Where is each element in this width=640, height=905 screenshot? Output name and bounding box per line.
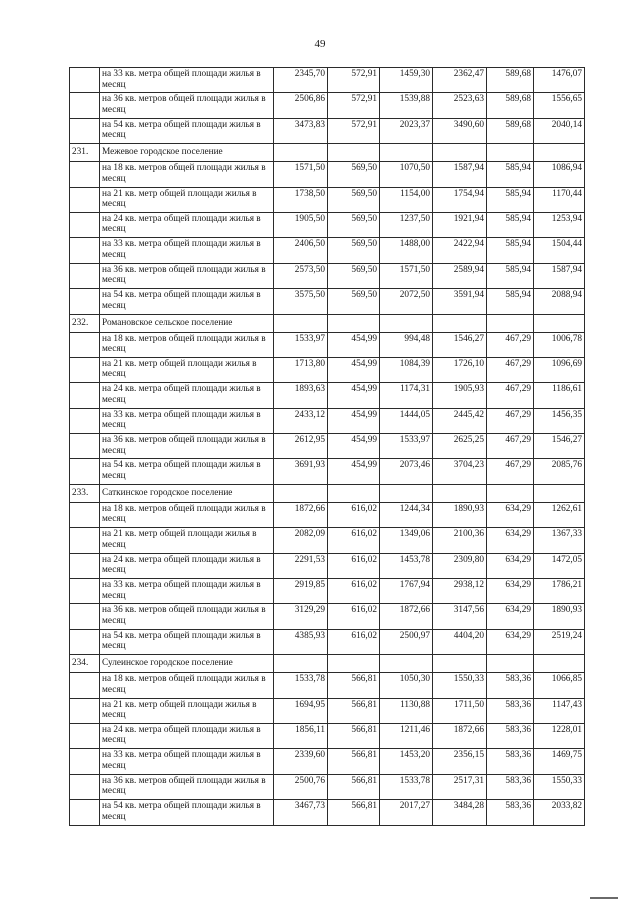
settlement-number: 233.	[70, 484, 100, 502]
value-cell: 1349,06	[380, 528, 433, 553]
value-cell: 2506,86	[274, 93, 328, 118]
housing-norm-label: на 54 кв. метра общей площади жилья в месяц	[100, 629, 274, 654]
housing-norm-label: на 21 кв. метр общей площади жилья в месяц	[100, 357, 274, 382]
value-cell: 2017,27	[380, 800, 433, 825]
empty-cell	[274, 144, 328, 162]
value-cell: 3575,50	[274, 289, 328, 314]
housing-norm-label: на 18 кв. метров общей площади жилья в месяц	[100, 502, 274, 527]
value-cell: 1459,30	[380, 68, 433, 93]
empty-cell	[70, 459, 100, 484]
empty-cell	[487, 314, 534, 332]
value-cell: 1237,50	[380, 212, 433, 237]
value-cell: 1711,50	[433, 698, 487, 723]
table-row	[70, 502, 585, 527]
settlement-row	[70, 484, 585, 502]
value-cell: 585,94	[487, 289, 534, 314]
value-cell: 1921,94	[433, 212, 487, 237]
page-number: 49	[314, 38, 326, 50]
empty-cell	[534, 314, 585, 332]
value-cell: 467,29	[487, 357, 534, 382]
table-row	[70, 434, 585, 459]
empty-cell	[70, 629, 100, 654]
value-cell: 4404,20	[433, 629, 487, 654]
value-cell: 1504,44	[534, 238, 585, 263]
settlement-name: Саткинское городское поселение	[100, 484, 274, 502]
value-cell: 1856,11	[274, 723, 328, 748]
value-cell: 566,81	[328, 698, 380, 723]
table-row	[70, 528, 585, 553]
value-cell: 467,29	[487, 434, 534, 459]
value-cell: 1050,30	[380, 673, 433, 698]
table-row	[70, 673, 585, 698]
value-cell: 1546,27	[433, 332, 487, 357]
value-cell: 1469,75	[534, 749, 585, 774]
settlement-number: 231.	[70, 144, 100, 162]
housing-norm-label: на 24 кв. метра общей площади жилья в месяц	[100, 383, 274, 408]
value-cell: 2445,42	[433, 408, 487, 433]
empty-cell	[274, 314, 328, 332]
empty-cell	[70, 749, 100, 774]
value-cell: 1211,46	[380, 723, 433, 748]
value-cell: 1472,05	[534, 553, 585, 578]
value-cell: 2573,50	[274, 263, 328, 288]
value-cell: 3473,83	[274, 118, 328, 143]
value-cell: 1006,78	[534, 332, 585, 357]
value-cell: 1456,35	[534, 408, 585, 433]
value-cell: 1533,97	[380, 434, 433, 459]
empty-cell	[328, 484, 380, 502]
value-cell: 1754,94	[433, 187, 487, 212]
empty-cell	[70, 289, 100, 314]
value-cell: 1253,94	[534, 212, 585, 237]
value-cell: 583,36	[487, 698, 534, 723]
table-row	[70, 629, 585, 654]
value-cell: 616,02	[328, 629, 380, 654]
value-cell: 1872,66	[380, 604, 433, 629]
value-cell: 3147,56	[433, 604, 487, 629]
value-cell: 616,02	[328, 579, 380, 604]
table-row	[70, 118, 585, 143]
value-cell: 2422,94	[433, 238, 487, 263]
value-cell: 634,29	[487, 502, 534, 527]
value-cell: 2356,15	[433, 749, 487, 774]
value-cell: 3129,29	[274, 604, 328, 629]
empty-cell	[70, 723, 100, 748]
value-cell: 1154,00	[380, 187, 433, 212]
empty-cell	[487, 484, 534, 502]
value-cell: 572,91	[328, 68, 380, 93]
value-cell: 2919,85	[274, 579, 328, 604]
empty-cell	[274, 484, 328, 502]
value-cell: 2088,94	[534, 289, 585, 314]
value-cell: 585,94	[487, 263, 534, 288]
empty-cell	[70, 212, 100, 237]
value-cell: 1738,50	[274, 187, 328, 212]
value-cell: 454,99	[328, 332, 380, 357]
empty-cell	[534, 484, 585, 502]
value-cell: 2500,97	[380, 629, 433, 654]
table-row	[70, 383, 585, 408]
value-cell: 2517,31	[433, 774, 487, 799]
value-cell: 2082,09	[274, 528, 328, 553]
housing-norm-label: на 54 кв. метра общей площади жилья в месяц	[100, 289, 274, 314]
value-cell: 1533,78	[380, 774, 433, 799]
value-cell: 1488,00	[380, 238, 433, 263]
value-cell: 1170,44	[534, 187, 585, 212]
housing-norm-label: на 33 кв. метра общей площади жилья в месяц	[100, 68, 274, 93]
housing-norm-label: на 33 кв. метра общей площади жилья в месяц	[100, 408, 274, 433]
value-cell: 454,99	[328, 357, 380, 382]
empty-cell	[433, 314, 487, 332]
value-cell: 2589,94	[433, 263, 487, 288]
housing-norm-label: на 33 кв. метра общей площади жилья в месяц	[100, 238, 274, 263]
value-cell: 1533,97	[274, 332, 328, 357]
value-cell: 616,02	[328, 553, 380, 578]
housing-norm-label: на 18 кв. метров общей площади жилья в месяц	[100, 673, 274, 698]
value-cell: 1086,94	[534, 162, 585, 187]
value-cell: 1905,50	[274, 212, 328, 237]
empty-cell	[70, 357, 100, 382]
value-cell: 566,81	[328, 800, 380, 825]
value-cell: 634,29	[487, 579, 534, 604]
value-cell: 1130,88	[380, 698, 433, 723]
table-row	[70, 162, 585, 187]
empty-cell	[487, 655, 534, 673]
value-cell: 585,94	[487, 187, 534, 212]
value-cell: 569,50	[328, 212, 380, 237]
value-cell: 1174,31	[380, 383, 433, 408]
empty-cell	[70, 238, 100, 263]
value-cell: 4385,93	[274, 629, 328, 654]
empty-cell	[534, 655, 585, 673]
value-cell: 2291,53	[274, 553, 328, 578]
value-cell: 634,29	[487, 528, 534, 553]
table-row	[70, 212, 585, 237]
empty-cell	[274, 655, 328, 673]
scan-mark	[590, 897, 618, 899]
table-body	[70, 68, 585, 826]
value-cell: 2500,76	[274, 774, 328, 799]
value-cell: 467,29	[487, 408, 534, 433]
value-cell: 566,81	[328, 749, 380, 774]
value-cell: 467,29	[487, 383, 534, 408]
empty-cell	[70, 800, 100, 825]
value-cell: 3591,94	[433, 289, 487, 314]
value-cell: 566,81	[328, 723, 380, 748]
value-cell: 1890,93	[534, 604, 585, 629]
settlement-name: Сулеинское городское поселение	[100, 655, 274, 673]
value-cell: 1186,61	[534, 383, 585, 408]
empty-cell	[70, 332, 100, 357]
value-cell: 1453,20	[380, 749, 433, 774]
value-cell: 994,48	[380, 332, 433, 357]
value-cell: 569,50	[328, 187, 380, 212]
value-cell: 1587,94	[534, 263, 585, 288]
empty-cell	[70, 553, 100, 578]
value-cell: 1228,01	[534, 723, 585, 748]
housing-norm-label: на 54 кв. метра общей площади жилья в месяц	[100, 118, 274, 143]
value-cell: 634,29	[487, 553, 534, 578]
value-cell: 2072,50	[380, 289, 433, 314]
value-cell: 1550,33	[534, 774, 585, 799]
value-cell: 616,02	[328, 604, 380, 629]
value-cell: 2073,46	[380, 459, 433, 484]
settlement-row	[70, 314, 585, 332]
housing-norm-label: на 24 кв. метра общей площади жилья в месяц	[100, 723, 274, 748]
value-cell: 467,29	[487, 332, 534, 357]
housing-norm-label: на 36 кв. метров общей площади жилья в месяц	[100, 604, 274, 629]
value-cell: 3691,93	[274, 459, 328, 484]
housing-norm-label: на 36 кв. метров общей площади жилья в месяц	[100, 774, 274, 799]
value-cell: 454,99	[328, 459, 380, 484]
empty-cell	[380, 314, 433, 332]
empty-cell	[380, 484, 433, 502]
table-row	[70, 357, 585, 382]
housing-norm-label: на 54 кв. метра общей площади жилья в месяц	[100, 800, 274, 825]
value-cell: 585,94	[487, 238, 534, 263]
value-cell: 2023,37	[380, 118, 433, 143]
empty-cell	[70, 528, 100, 553]
value-cell: 1444,05	[380, 408, 433, 433]
empty-cell	[70, 774, 100, 799]
value-cell: 1872,66	[274, 502, 328, 527]
table-row	[70, 774, 585, 799]
table-row	[70, 604, 585, 629]
value-cell: 3490,60	[433, 118, 487, 143]
value-cell: 569,50	[328, 263, 380, 288]
value-cell: 1244,34	[380, 502, 433, 527]
value-cell: 616,02	[328, 528, 380, 553]
value-cell: 454,99	[328, 383, 380, 408]
table-row	[70, 553, 585, 578]
value-cell: 2309,80	[433, 553, 487, 578]
value-cell: 2040,14	[534, 118, 585, 143]
table-row	[70, 723, 585, 748]
empty-cell	[70, 263, 100, 288]
housing-norm-label: на 36 кв. метров общей площади жилья в месяц	[100, 93, 274, 118]
value-cell: 569,50	[328, 162, 380, 187]
value-cell: 583,36	[487, 800, 534, 825]
empty-cell	[70, 434, 100, 459]
empty-cell	[70, 502, 100, 527]
table-row	[70, 332, 585, 357]
housing-norm-label: на 18 кв. метров общей площади жилья в месяц	[100, 332, 274, 357]
value-cell: 583,36	[487, 673, 534, 698]
table-row	[70, 459, 585, 484]
value-cell: 2339,60	[274, 749, 328, 774]
empty-cell	[70, 93, 100, 118]
empty-cell	[433, 144, 487, 162]
value-cell: 1533,78	[274, 673, 328, 698]
housing-norm-label: на 33 кв. метра общей площади жилья в месяц	[100, 749, 274, 774]
empty-cell	[70, 118, 100, 143]
value-cell: 1571,50	[274, 162, 328, 187]
housing-norm-label: на 36 кв. метров общей площади жилья в месяц	[100, 263, 274, 288]
value-cell: 1893,63	[274, 383, 328, 408]
tariff-table	[69, 67, 585, 826]
value-cell: 3704,23	[433, 459, 487, 484]
value-cell: 2345,70	[274, 68, 328, 93]
empty-cell	[70, 408, 100, 433]
value-cell: 569,50	[328, 238, 380, 263]
value-cell: 454,99	[328, 408, 380, 433]
housing-norm-label: на 54 кв. метра общей площади жилья в месяц	[100, 459, 274, 484]
housing-norm-label: на 24 кв. метра общей площади жилья в месяц	[100, 212, 274, 237]
value-cell: 634,29	[487, 604, 534, 629]
empty-cell	[70, 187, 100, 212]
value-cell: 1694,95	[274, 698, 328, 723]
value-cell: 1550,33	[433, 673, 487, 698]
settlement-number: 234.	[70, 655, 100, 673]
value-cell: 1556,65	[534, 93, 585, 118]
value-cell: 2938,12	[433, 579, 487, 604]
value-cell: 589,68	[487, 68, 534, 93]
table-row	[70, 93, 585, 118]
table-row	[70, 238, 585, 263]
settlement-number: 232.	[70, 314, 100, 332]
value-cell: 2433,12	[274, 408, 328, 433]
value-cell: 2100,36	[433, 528, 487, 553]
value-cell: 583,36	[487, 723, 534, 748]
empty-cell	[534, 144, 585, 162]
table-row	[70, 263, 585, 288]
value-cell: 1786,21	[534, 579, 585, 604]
value-cell: 1476,07	[534, 68, 585, 93]
table-row	[70, 68, 585, 93]
value-cell: 1767,94	[380, 579, 433, 604]
empty-cell	[487, 144, 534, 162]
value-cell: 583,36	[487, 749, 534, 774]
table-row	[70, 800, 585, 825]
settlement-row	[70, 655, 585, 673]
value-cell: 572,91	[328, 118, 380, 143]
value-cell: 2625,25	[433, 434, 487, 459]
empty-cell	[380, 655, 433, 673]
table-row	[70, 289, 585, 314]
value-cell: 1096,69	[534, 357, 585, 382]
housing-norm-label: на 24 кв. метра общей площади жилья в месяц	[100, 553, 274, 578]
value-cell: 583,36	[487, 774, 534, 799]
value-cell: 1539,88	[380, 93, 433, 118]
value-cell: 1905,93	[433, 383, 487, 408]
value-cell: 566,81	[328, 673, 380, 698]
empty-cell	[70, 698, 100, 723]
empty-cell	[70, 579, 100, 604]
table-row	[70, 408, 585, 433]
value-cell: 1147,43	[534, 698, 585, 723]
empty-cell	[380, 144, 433, 162]
settlement-name: Романовское сельское поселение	[100, 314, 274, 332]
table-row	[70, 749, 585, 774]
value-cell: 1453,78	[380, 553, 433, 578]
value-cell: 1713,80	[274, 357, 328, 382]
value-cell: 1367,33	[534, 528, 585, 553]
value-cell: 2612,95	[274, 434, 328, 459]
value-cell: 454,99	[328, 434, 380, 459]
housing-norm-label: на 36 кв. метров общей площади жилья в месяц	[100, 434, 274, 459]
housing-norm-label: на 21 кв. метр общей площади жилья в месяц	[100, 698, 274, 723]
value-cell: 2406,50	[274, 238, 328, 263]
empty-cell	[70, 673, 100, 698]
value-cell: 1066,85	[534, 673, 585, 698]
value-cell: 1571,50	[380, 263, 433, 288]
value-cell: 2362,47	[433, 68, 487, 93]
table-row	[70, 579, 585, 604]
empty-cell	[433, 484, 487, 502]
value-cell: 1070,50	[380, 162, 433, 187]
value-cell: 2519,24	[534, 629, 585, 654]
empty-cell	[70, 604, 100, 629]
value-cell: 1587,94	[433, 162, 487, 187]
value-cell: 1262,61	[534, 502, 585, 527]
value-cell: 2033,82	[534, 800, 585, 825]
empty-cell	[328, 655, 380, 673]
empty-cell	[70, 162, 100, 187]
value-cell: 585,94	[487, 162, 534, 187]
empty-cell	[328, 314, 380, 332]
value-cell: 634,29	[487, 629, 534, 654]
empty-cell	[70, 68, 100, 93]
table-row	[70, 698, 585, 723]
value-cell: 1872,66	[433, 723, 487, 748]
value-cell: 585,94	[487, 212, 534, 237]
housing-norm-label: на 18 кв. метров общей площади жилья в месяц	[100, 162, 274, 187]
value-cell: 3467,73	[274, 800, 328, 825]
settlement-row	[70, 144, 585, 162]
housing-norm-label: на 33 кв. метра общей площади жилья в месяц	[100, 579, 274, 604]
empty-cell	[70, 383, 100, 408]
value-cell: 616,02	[328, 502, 380, 527]
value-cell: 1084,39	[380, 357, 433, 382]
value-cell: 2523,63	[433, 93, 487, 118]
value-cell: 1546,27	[534, 434, 585, 459]
value-cell: 589,68	[487, 93, 534, 118]
value-cell: 2085,76	[534, 459, 585, 484]
value-cell: 1726,10	[433, 357, 487, 382]
value-cell: 566,81	[328, 774, 380, 799]
value-cell: 1890,93	[433, 502, 487, 527]
value-cell: 3484,28	[433, 800, 487, 825]
value-cell: 467,29	[487, 459, 534, 484]
value-cell: 569,50	[328, 289, 380, 314]
value-cell: 572,91	[328, 93, 380, 118]
empty-cell	[433, 655, 487, 673]
table-row	[70, 187, 585, 212]
housing-norm-label: на 21 кв. метр общей площади жилья в месяц	[100, 187, 274, 212]
empty-cell	[328, 144, 380, 162]
settlement-name: Межевое городское поселение	[100, 144, 274, 162]
housing-norm-label: на 21 кв. метр общей площади жилья в месяц	[100, 528, 274, 553]
value-cell: 589,68	[487, 118, 534, 143]
